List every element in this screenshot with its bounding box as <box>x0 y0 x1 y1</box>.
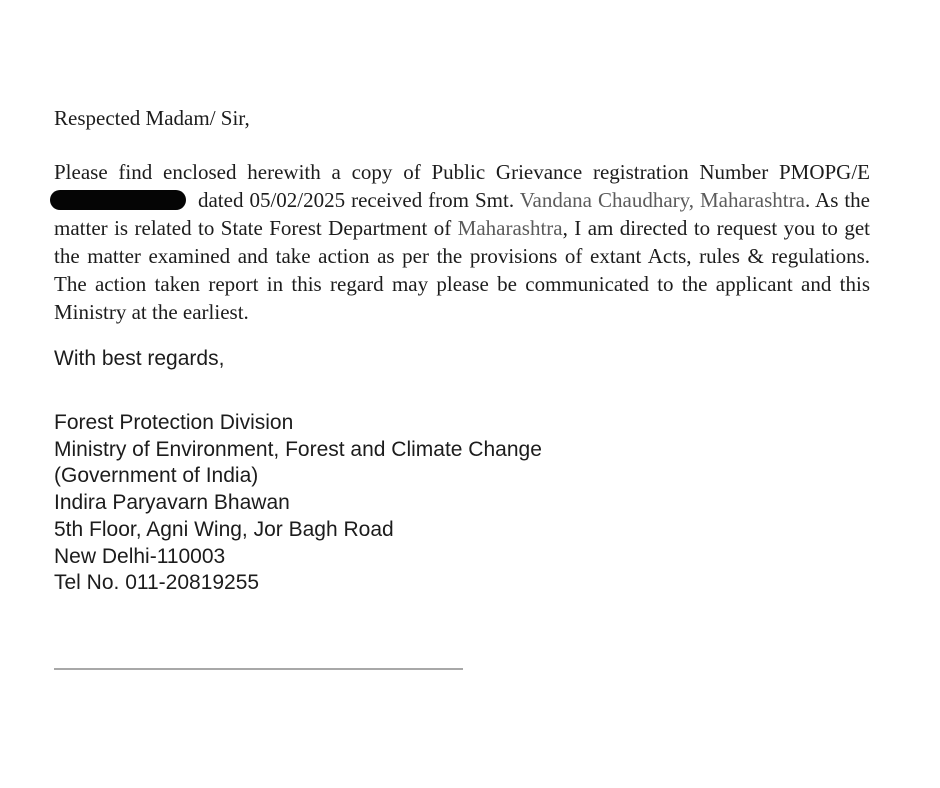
body-text-part-1: Please find enclosed herewith a copy of Public Grievance registration Number PMOPG/E <box>54 160 870 184</box>
salutation: Respected Madam/ Sir, <box>54 106 250 130</box>
signature-ministry: Ministry of Environment, Forest and Climate Change <box>54 437 542 461</box>
body-text-part-2: dated 05/02/2025 received from Smt. <box>192 188 520 212</box>
signature-block <box>54 410 542 597</box>
state-name: Maharashtra <box>457 216 563 240</box>
redaction-mark <box>50 190 186 210</box>
signature-floor-address: 5th Floor, Agni Wing, Jor Bagh Road <box>54 517 394 541</box>
body-text-part-3: . As the matter is related to State Forest Department of <box>54 188 871 240</box>
signature-building: Indira Paryavarn Bhawan <box>54 491 290 515</box>
footer-divider <box>54 668 463 670</box>
body-text-part-4: , I am directed to request you to get the matter examined and take action as per the provisions of extant Acts, rules & regulations. The action taken report in this regard may please be communicated to the applicant and this Ministry at the earliest. <box>54 216 870 324</box>
signature-telephone: Tel No. 011-20819255 <box>54 571 260 595</box>
signature-city: New Delhi-110003 <box>54 544 226 568</box>
closing-line: With best regards, <box>54 347 225 370</box>
signature-government: (Government of India) <box>54 464 259 488</box>
letter-body <box>54 158 870 326</box>
applicant-name: Vandana Chaudhary, Maharashtra <box>519 188 805 212</box>
signature-division: Forest Protection Division <box>54 411 294 434</box>
